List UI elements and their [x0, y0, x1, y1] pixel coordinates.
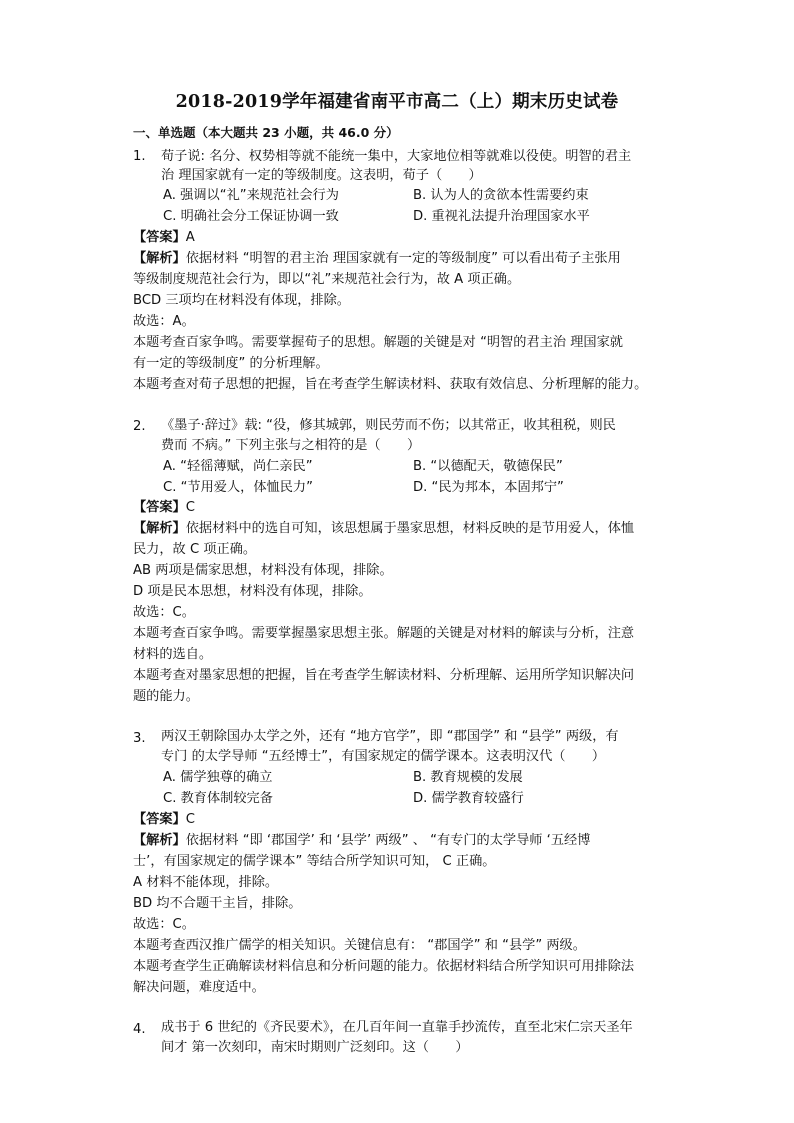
question-3-analysis-line: BD 均不合题干主旨，排除。: [133, 896, 302, 911]
question-1-stem-line-1: 荀子说: 名分、权势相等就不能统一集中，大家地位相等就难以役使。明智的君主: [161, 149, 632, 164]
question-1-analysis-line: BCD 三项均在材料没有体现，排除。: [133, 293, 350, 308]
question-3-analysis-line: 士’，有国家规定的儒学课本” 等结合所学知识可知， C 正确。: [133, 854, 496, 869]
analysis-tag: 【解析】: [133, 521, 186, 536]
question-2-analysis-line: 民力，故 C 项正确。: [133, 542, 257, 557]
question-3-analysis-line: 本题考查学生正确解读材料信息和分析问题的能力。依据材料结合所学知识可用排除法: [133, 959, 635, 974]
question-1-answer: [133, 229, 195, 247]
question-number-3: 3.: [133, 731, 146, 746]
answer-value: A: [185, 230, 195, 245]
question-1-analysis-line: 本题考查对荀子思想的把握，旨在考查学生解读材料、获取有效信息、分析理解的能力。: [133, 377, 648, 392]
question-1-analysis-line-1: 【解析】依据材料 “明智的君主治 理国家就有一定的等级制度” 可以看出荀子主张用: [133, 251, 621, 266]
question-2-stem-line-1: 《墨子·辞过》载: “役，修其城郭，则民劳而不伤；以其常正，收其租税，则民: [161, 418, 616, 433]
question-3-analysis-line: A 材料不能体现，排除。: [133, 875, 279, 890]
question-1-option-b: B. 认为人的贪欲本性需要约束: [413, 188, 589, 203]
question-1-analysis-line: 故选：A。: [133, 314, 195, 329]
question-3-option-a: A. 儒学独尊的确立: [163, 770, 273, 785]
question-4-stem-line-1: 成书于 6 世纪的《齐民要术》，在几百年间一直靠手抄流传，直至北宋仁宗天圣年: [161, 1020, 633, 1035]
question-3-analysis-line: 故选：C。: [133, 917, 195, 932]
question-2-analysis-line: 本题考查百家争鸣。需要掌握墨家思想主张。解题的关键是对材料的解读与分析，注意: [133, 626, 635, 641]
answer-tag: 【答案】: [133, 500, 186, 515]
question-2-option-b: B. “以德配天，敬德保民”: [413, 459, 563, 474]
question-3-analysis-line-1: 【解析】依据材料 “即 ‘郡国学’ 和 ‘县学’ 两级” 、 “有专门的太学导师 ‘五经博: [133, 833, 591, 848]
answer-value: C: [185, 500, 195, 515]
question-3-stem-line-2: 专门 的太学导师 “五经博士”，有国家规定的儒学课本。这表明汉代（ ）: [161, 749, 606, 764]
question-2-option-d: D. “民为邦本，本固邦宁”: [413, 480, 564, 495]
question-1-analysis-line: 本题考查百家争鸣。需要掌握荀子的思想。解题的关键是对 “明智的君主治 理国家就: [133, 335, 623, 350]
question-2-option-c: C. “节用爱人，体恤民力”: [163, 480, 313, 495]
question-2-analysis-line-1: 【解析】依据材料中的选自可知，该思想属于墨家思想，材料反映的是节用爱人，体恤: [133, 521, 635, 536]
question-1-stem-line-2: 治 理国家就有一定的等级制度。这表明，荀子（ ）: [161, 168, 482, 183]
question-3-option-b: B. 教育规模的发展: [413, 770, 523, 785]
question-2-stem-line-2: 费而 不病。” 下列主张与之相符的是（ ）: [161, 438, 421, 453]
question-3-stem-line-1: 两汉王朝除国办太学之外，还有 “地方官学”，即 “郡国学” 和 “县学” 两级，有: [161, 729, 619, 744]
question-2-analysis-line: 材料的选自。: [133, 647, 213, 662]
question-1-option-a: A. 强调以“礼”来规范社会行为: [163, 188, 339, 203]
answer-tag: 【答案】: [133, 230, 186, 245]
question-1-analysis-line: 有一定的等级制度” 的分析理解。: [133, 356, 329, 371]
question-2-answer: [133, 499, 195, 517]
question-1-analysis-line: 等级制度规范社会行为，即以“礼”来规范社会行为，故 A 项正确。: [133, 272, 521, 287]
question-1-option-d: D. 重视礼法提升治理国家水平: [413, 209, 590, 224]
analysis-tag: 【解析】: [133, 251, 186, 266]
question-3-answer: [133, 811, 195, 829]
question-3-option-c: C. 教育体制较完备: [163, 791, 273, 806]
question-number-2: 2.: [133, 419, 146, 434]
question-2-option-a: A. “轻徭薄赋，尚仁亲民”: [163, 459, 313, 474]
question-3-option-d: D. 儒学教育较盛行: [413, 791, 524, 806]
question-2-analysis-line: 本题考查对墨家思想的把握，旨在考查学生解读材料、分析理解、运用所学知识解决问: [133, 668, 635, 683]
question-number-1: 1.: [133, 149, 146, 164]
question-3-analysis-line: 本题考查西汉推广儒学的相关知识。关键信息有： “郡国学” 和 “县学” 两级。: [133, 938, 586, 953]
page-title: 2018-2019学年福建省南平市高二（上）期末历史试卷: [175, 92, 619, 112]
question-2-analysis-line: AB 两项是儒家思想，材料没有体现，排除。: [133, 563, 393, 578]
question-2-analysis-line: 故选：C。: [133, 605, 195, 620]
analysis-tag: 【解析】: [133, 833, 186, 848]
question-2-analysis-line: 题的能力。: [133, 689, 199, 704]
question-number-4: 4.: [133, 1022, 146, 1037]
question-1-option-c: C. 明确社会分工保证协调一致: [163, 209, 339, 224]
question-3-analysis-line: 解决问题，难度适中。: [133, 980, 265, 995]
answer-value: C: [185, 812, 195, 827]
answer-tag: 【答案】: [133, 812, 186, 827]
section-heading: 一、单选题（本大题共 23 小题，共 46.0 分）: [133, 125, 399, 140]
question-2-analysis-line: D 项是民本思想，材料没有体现，排除。: [133, 584, 372, 599]
question-4-stem-line-2: 间才 第一次刻印，南宋时期则广泛刻印。这（ ）: [161, 1040, 469, 1055]
